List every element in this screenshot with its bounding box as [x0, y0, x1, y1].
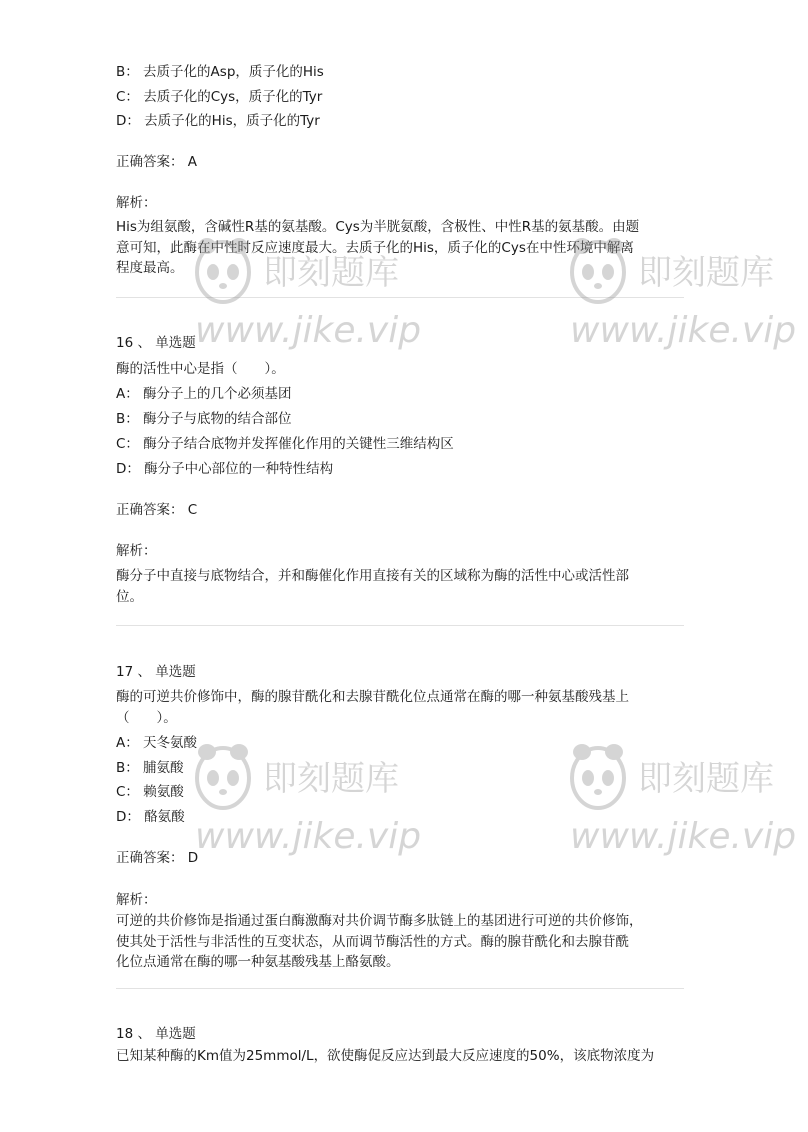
q17-stem — [116, 687, 686, 728]
watermark-brand: 即刻题库 — [638, 253, 774, 293]
q16-analysis-label: 解析： — [116, 543, 157, 559]
q17-option-d: D： 酪氨酸 — [116, 809, 185, 825]
q17-analysis-line: 使其处于活性与非活性的互变状态，从而调节酶活性的方式。酶的腺苷酰化和去腺苷酰 — [116, 933, 629, 950]
q15-answer: 正确答案： A — [116, 154, 198, 170]
question-divider — [116, 625, 684, 626]
q17-analysis-label: 解析： — [116, 892, 157, 908]
q16-header: 16 、 单选题 — [116, 335, 196, 351]
q15-analysis — [116, 217, 686, 279]
q17-header: 17 、 单选题 — [116, 664, 196, 680]
question-divider — [116, 988, 684, 989]
q16-option-c: C： 酶分子结合底物并发挥催化作用的关键性三维结构区 — [116, 436, 454, 452]
panda-logo-icon — [568, 738, 808, 888]
q15-analysis-line: 意可知，此酶在中性时反应速度最大。去质子化的His，质子化的Cys在中性环境中解离 — [116, 239, 634, 256]
q15-option-b: B： 去质子化的Asp，质子化的His — [116, 64, 324, 80]
q15-analysis-label: 解析： — [116, 195, 157, 211]
watermark-brand: 即刻题库 — [263, 253, 399, 293]
q16-stem: 酶的活性中心是指（ ）。 — [116, 361, 285, 377]
panda-logo-icon — [193, 738, 433, 888]
watermark-url: www.jike.vip — [570, 816, 797, 857]
q15-option-d: D： 去质子化的His，质子化的Tyr — [116, 113, 320, 129]
q16-analysis-line: 位。 — [116, 588, 143, 605]
question-divider — [116, 297, 684, 298]
q15-analysis-line: His为组氨酸，含碱性R基的氨基酸。Cys为半胱氨酸，含极性、中性R基的氨基酸。由题 — [116, 219, 640, 235]
q17-answer: 正确答案： D — [116, 850, 199, 866]
q17-analysis-line: 可逆的共价修饰是指通过蛋白酶激酶对共价调节酶多肽链上的基团进行可逆的共价修饰， — [116, 913, 643, 929]
watermark — [193, 738, 433, 888]
q15-analysis-line: 程度最高。 — [116, 260, 184, 276]
q18-stem: 已知某种酶的Km值为25mmol/L，欲使酶促反应达到最大反应速度的50%，该底物浓度为 — [116, 1048, 655, 1064]
watermark-brand: 即刻题库 — [638, 759, 774, 799]
q17-stem-line: 酶的可逆共价修饰中，酶的腺苷酰化和去腺苷酰化位点通常在酶的哪一种氨基酸残基上 — [116, 689, 629, 705]
watermark — [568, 738, 797, 888]
q17-analysis-line: 化位点通常在酶的哪一种氨基酸残基上酪氨酸。 — [116, 954, 400, 970]
q16-analysis — [116, 566, 686, 607]
q18-header: 18 、 单选题 — [116, 1026, 196, 1042]
q16-option-b: B： 酶分子与底物的结合部位 — [116, 411, 292, 427]
q15-option-c: C： 去质子化的Cys，质子化的Tyr — [116, 89, 323, 105]
q16-option-d: D： 酶分子中心部位的一种特性结构 — [116, 461, 334, 477]
q17-analysis — [116, 911, 686, 973]
watermark-url: www.jike.vip — [195, 816, 422, 857]
watermark-url: www.jike.vip — [570, 310, 797, 351]
q17-option-b: B： 脯氨酸 — [116, 760, 184, 776]
q16-option-a: A： 酶分子上的几个必须基团 — [116, 386, 292, 402]
watermark-url: www.jike.vip — [195, 310, 422, 351]
q17-option-c: C： 赖氨酸 — [116, 784, 184, 800]
watermark-brand: 即刻题库 — [263, 759, 399, 799]
q17-stem-line: （ ）。 — [116, 709, 177, 726]
q16-analysis-line: 酶分子中直接与底物结合，并和酶催化作用直接有关的区域称为酶的活性中心或活性部 — [116, 568, 629, 584]
q17-option-a: A： 天冬氨酸 — [116, 735, 198, 751]
q16-answer: 正确答案： C — [116, 502, 198, 518]
